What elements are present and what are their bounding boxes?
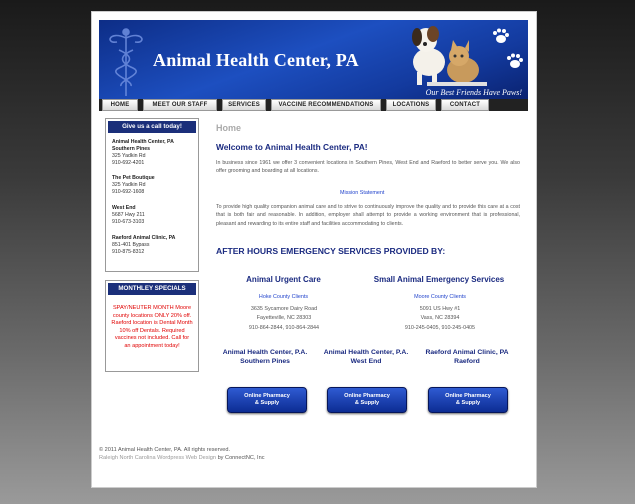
location-name: Animal Health Center, PA [112, 139, 174, 145]
address-phones: 910-864-2844, 910-864-2844 [248, 324, 320, 331]
location-southern-pines [112, 139, 174, 167]
address-phones: 910-245-0405, 910-245-0405 [404, 324, 476, 331]
address-line-1: 5091 US Hwy #1 [419, 306, 461, 312]
address-line-1: 3635 Sycamore Dairy Road [250, 306, 318, 312]
nav-contact[interactable]: CONTACT [441, 99, 489, 111]
location-name: West End [112, 205, 136, 211]
nav-vaccine-recommendations[interactable]: VACCINE RECOMMENDATIONS [271, 99, 381, 111]
branch-raeford [417, 348, 517, 366]
main-nav [99, 99, 528, 111]
address-line-2: Fayetteville, NC 28303 [256, 315, 312, 322]
page-title: Home [216, 123, 242, 133]
footer-credit [99, 455, 265, 461]
location-raeford [112, 235, 175, 256]
location-address: 325 Yadkin Rd [112, 182, 146, 188]
emergency-address-urgent-care [229, 305, 339, 333]
branch-name: Animal Health Center, P.A. [323, 349, 409, 356]
site-title[interactable]: Animal Health Center, PA [153, 50, 359, 70]
emergency-name-small-animal: Small Animal Emergency Services [373, 275, 505, 284]
location-address: 851-401 Bypass [112, 242, 150, 248]
location-phone: 910-692-1608 [112, 189, 145, 195]
tagline: Our Best Friends Have Paws! [425, 88, 522, 97]
pharmacy-label-2: & Supply [354, 400, 380, 406]
footer-credit-text: by ConnectNC, Inc [216, 455, 265, 461]
branch-city: West End [350, 358, 382, 365]
branch-west-end [316, 348, 416, 366]
nav-meet-our-staff[interactable]: MEET OUR STAFF [143, 99, 217, 111]
emergency-name-urgent-care: Animal Urgent Care [246, 275, 321, 284]
paw-prints-icon [487, 28, 527, 78]
pharmacy-label-2: & Supply [455, 400, 481, 406]
specials-text: SPAY/NEUTER MONTH Moore county locations ONLY 20% off. Raeford location is Dental Month 10% off Dentals. Required vaccines not included. Call for an appointment today! [111, 305, 193, 349]
page-container [91, 11, 537, 488]
location-phone: 910-673-3103 [112, 219, 145, 225]
branch-southern-pines [215, 348, 315, 366]
mission-paragraph: To provide high quality companion animal care and to strive to continuously improve the quality and to provide this care at a cost that is both fair and reasonable. In addition, employer shall attempt to provide a working environment that is professional, pleasant and rewarding to its entire staff and facilities accommodating to clients. [216, 204, 520, 227]
online-pharmacy-button-1[interactable] [227, 387, 307, 413]
location-phone: 910-692-4201 [112, 160, 145, 166]
emergency-address-small-animal [387, 305, 493, 333]
location-address: 325 Yadkin Rd [112, 153, 146, 159]
pharmacy-label-2: & Supply [254, 400, 280, 406]
nav-home[interactable]: HOME [102, 99, 138, 111]
pharmacy-label-1: Online Pharmacy [445, 393, 491, 399]
location-name: Raeford Animal Clinic, PA [112, 235, 176, 241]
location-name-2: Southern Pines [112, 146, 151, 152]
branch-name: Animal Health Center, P.A. [222, 349, 308, 356]
footer-copyright: © 2011 Animal Health Center, PA. All rights reserved. [99, 447, 231, 453]
online-pharmacy-button-2[interactable] [327, 387, 407, 413]
emergency-clients-hoke[interactable]: Hoke County Clients [258, 294, 309, 300]
branch-city: Raeford [454, 358, 480, 365]
intro-paragraph: In business since 1961 we offer 3 convenient locations in Southern Pines, West End and Raeford to better serve you. We also offer grooming and boarding at all locations. [216, 160, 520, 175]
pharmacy-label-1: Online Pharmacy [244, 393, 290, 399]
header-banner [99, 20, 528, 99]
branch-city: Southern Pines [240, 358, 290, 365]
location-name: The Pet Boutique [112, 175, 155, 181]
welcome-heading: Welcome to Animal Health Center, PA! [216, 142, 368, 152]
emergency-clients-moore[interactable]: Moore County Clients [414, 294, 466, 300]
call-us-heading: Give us a call today! [108, 121, 196, 133]
address-line-2: Vass, NC 28394 [420, 315, 460, 322]
pharmacy-label-1: Online Pharmacy [344, 393, 390, 399]
mission-statement-link[interactable]: Mission Statement [340, 190, 385, 196]
caduceus-icon [103, 26, 149, 98]
location-pet-boutique [112, 175, 155, 196]
call-us-box [105, 118, 199, 272]
location-phone: 910-875-8312 [112, 249, 145, 255]
online-pharmacy-button-3[interactable] [428, 387, 508, 413]
specials-heading: MONTHLEY SPECIALS [108, 283, 196, 295]
location-west-end [112, 205, 145, 226]
dog-and-cat-icon [399, 22, 489, 86]
monthly-specials-box [105, 280, 199, 372]
after-hours-heading: AFTER HOURS EMERGENCY SERVICES PROVIDED BY: [216, 246, 446, 256]
location-address: 5687 Hwy 211 [112, 212, 145, 218]
footer-credit-link[interactable]: Raleigh North Carolina Wordpress Web Design [99, 455, 217, 461]
nav-locations[interactable]: LOCATIONS [386, 99, 436, 111]
branch-name: Raeford Animal Clinic, PA [425, 349, 509, 356]
nav-services[interactable]: SERVICES [222, 99, 266, 111]
